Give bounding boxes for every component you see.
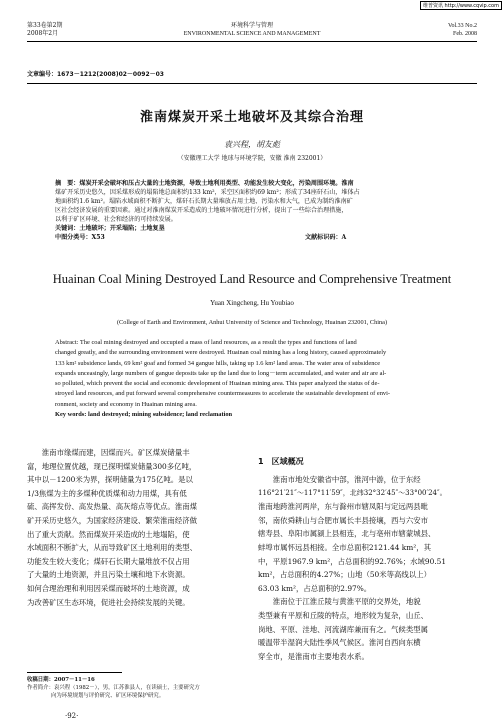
paragraph-line: 出了重大贡献。然而煤炭开采造成的土地塌陷，使	[27, 529, 190, 539]
keywords-en: Key words: land destroyed; mining subsidence; land reclamation	[55, 411, 233, 419]
paragraph-line: 淮南位于江淮丘陵与黄淮平原的交界处，地貌	[258, 597, 421, 607]
abstract-cn-line: 地面积约1.6 km²。塌陷水域面积不断扩大，煤矸石长期大量堆放占用土地、污染水和大气，已成为制约淮南矿	[55, 198, 353, 205]
paragraph-line: 硫、高挥发份、高发热量、高灰熔点等优点。淮南煤	[27, 502, 197, 512]
abstract-en-line: changed greatly, and the surrounding environment were destroyed. Huainan coal mining has a long history, caused approximately	[55, 349, 387, 357]
date-en: Feb. 2008	[453, 31, 477, 37]
paragraph-line: 中，平原1967.9 km²，占总面积的92.76%；水域90.51	[258, 556, 447, 566]
paper-title-cn: 淮南煤炭开采土地破坏及其综合治理	[139, 110, 364, 125]
header-right	[448, 22, 477, 38]
article-number: 文章编号：1673－1212(2008)02－0092－03	[27, 71, 164, 78]
abstract-cn-line: 煤矿开采历史悠久，因采煤形成的塌陷地总面积约133 km²，采空区面积约69 km²；形成了34座矸石山，堆体占	[55, 189, 360, 196]
paragraph-line: 63.03 km²，占总面积的2.97%。	[258, 583, 372, 593]
body-left-column	[27, 446, 252, 609]
journal-name-cn: 环境科学与管理	[230, 22, 273, 29]
issue-date: 2008年2月	[27, 30, 59, 37]
paragraph-line: 淮南市缘煤而建，因煤而兴。矿区煤炭储量丰	[27, 448, 190, 457]
paragraph-line: 辖寿县、阜阳市属颍上县相连，北与亳州市辖蒙城县、	[258, 529, 436, 539]
footnote	[27, 676, 200, 700]
affiliation-cn: （安徽理工大学 地球与环境学院，安徽 淮南 232001）	[177, 155, 327, 162]
author-bio: 作者简介：袁兴程（1982－），男，江苏淮县人，在读硕士，主要研究方	[27, 685, 200, 691]
abstract-cn-line: 摘 要：煤炭开采会破坏和压占大量的土地资源，导致土地利用类型、功能发生较大变化，污染周围环境。淮南	[55, 180, 354, 187]
volume-no-en: Vol.33 No.2	[447, 23, 477, 29]
abstract-cn	[55, 179, 455, 242]
page-number: ·92·	[65, 712, 79, 720]
keywords-cn: 关键词：土地破坏；开采塌陷；土地复垦	[55, 225, 165, 232]
paragraph-line: 类型兼有平原和丘陵的特点，地形较为复杂，山丘、	[258, 610, 428, 620]
footnote-rule	[27, 672, 122, 673]
author-bio-cont: 向为环境规划与评价研究、矿区环境保护研究。	[51, 693, 165, 699]
abstract-en-line: Abstract: The coal mining destroyed and occupied a mass of land resources, as a result the types and functions of land	[55, 339, 357, 346]
paragraph-line: 淮南地跨淮河两岸，东与滁州市辖凤阳与定远两县毗	[258, 502, 428, 512]
watermark: 维普资讯 http://www.cqvip.com	[420, 1, 502, 10]
section-heading: 1 区域概况	[258, 457, 304, 466]
abstract-cn-line: 以利于矿区环境、社会和经济的可持续发展。	[55, 216, 177, 223]
document-code: 文献标识码：A	[305, 234, 347, 241]
authors-cn: 袁兴程，胡友彪	[224, 140, 280, 149]
paragraph-line: 为改善矿区生态环境，促进社会持续发展的关键。	[27, 597, 190, 607]
paragraph-line: 如何合理治理和利用因采煤而破坏的土地资源，成	[27, 583, 190, 593]
paragraph-line: 穿全市，是淮南市主要地表水系。	[258, 651, 369, 661]
paragraph-line: 其中以－1200米为界，探明储量为175亿吨。是以	[27, 475, 193, 485]
abstract-cn-line: 区社会经济发展的重要因素。通过对淮南煤炭开采造成的土地破坏情况进行分析，提出了一些综合治理措施，	[55, 207, 348, 214]
paragraph-line: 暖温带半湿润大陆性季风气候区。淮河自西向东横	[258, 638, 421, 648]
header-journal	[0, 22, 504, 38]
paper-title-en: Huainan Coal Mining Destroyed Land Resource and Comprehensive Treatment	[52, 272, 452, 286]
paragraph-line: 功能发生较大变化；煤矸石长期大量堆放不仅占用	[27, 556, 190, 566]
abstract-en-line: stroyed land resources, and put forward several comprehensive countermeasures to accelerate the sustainable development of envi-	[55, 390, 391, 398]
abstract-en-line: so polluted, which prevent the social and economic development of Huainan mining area. This paper analyzed the status of de-	[55, 380, 380, 388]
affiliation-en: (College of Earth and Environment, Anhui University of Science and Technology, Huainan 232001, China)	[116, 319, 388, 326]
abstract-en	[55, 338, 455, 420]
paragraph-line: km²，占总面积的4.27%；山地（50米等高线以上）	[258, 570, 431, 580]
paragraph-line: 1/3焦煤为主的多煤种优质煤和动力用煤，具有低	[27, 488, 187, 498]
paragraph-line: 水域面积不断扩大，从而导致矿区土地利用的类型、	[27, 543, 197, 553]
paragraph-line: 富，地理位置优越，现已探明煤炭储量300多亿吨，	[27, 461, 197, 471]
paragraph-line: 淮南市地处安徽省中部，淮河中游，位于东经	[258, 475, 421, 484]
body-right-column	[258, 473, 480, 663]
article-rule	[27, 83, 477, 84]
abstract-en-line: 133 km² subsidence lands, 69 km² goaf and formed 34 gangue hills, taking up 1.6 km² land areas. The water area of subsidence	[55, 359, 381, 367]
paragraph-line: 116°21′21″～117°11′59″，北纬32°32′45″～33°00′24″。	[258, 488, 447, 497]
received-date: 收稿日期：2007－11－16	[27, 677, 95, 683]
abstract-en-line: expands unceasingly, large numbers of gangue deposits take up the land due to long－term accumulated, and water and air are al-	[55, 369, 387, 377]
journal-name-en: ENVIRONMENTAL SCIENCE AND MANAGEMENT	[183, 31, 321, 37]
clc-number: 中图分类号：X53	[55, 234, 105, 241]
paragraph-line: 岗地、平原、洼地、河流湖库兼而有之。气候类型属	[258, 624, 428, 634]
paragraph-line: 矿开采历史悠久，为国家经济建设、繁荣淮南经济做	[27, 515, 197, 525]
volume-issue: 第33卷第2期	[27, 22, 63, 29]
paragraph-line: 蚌埠市属怀远县相接。全市总面积2121.44 km²，其	[258, 542, 432, 552]
paragraph-line: 邻，南依舜耕山与合肥市属长丰县接壤，西与六安市	[258, 515, 428, 525]
paragraph-line: 了大量的土地资源，并且污染土壤和地下水资源。	[27, 570, 190, 580]
authors-en: Yuan Xingcheng, Hu Youbiao	[210, 299, 294, 307]
abstract-en-line: ronment, society and economy in Huainan mining area.	[55, 400, 197, 408]
header-rule	[27, 41, 477, 42]
